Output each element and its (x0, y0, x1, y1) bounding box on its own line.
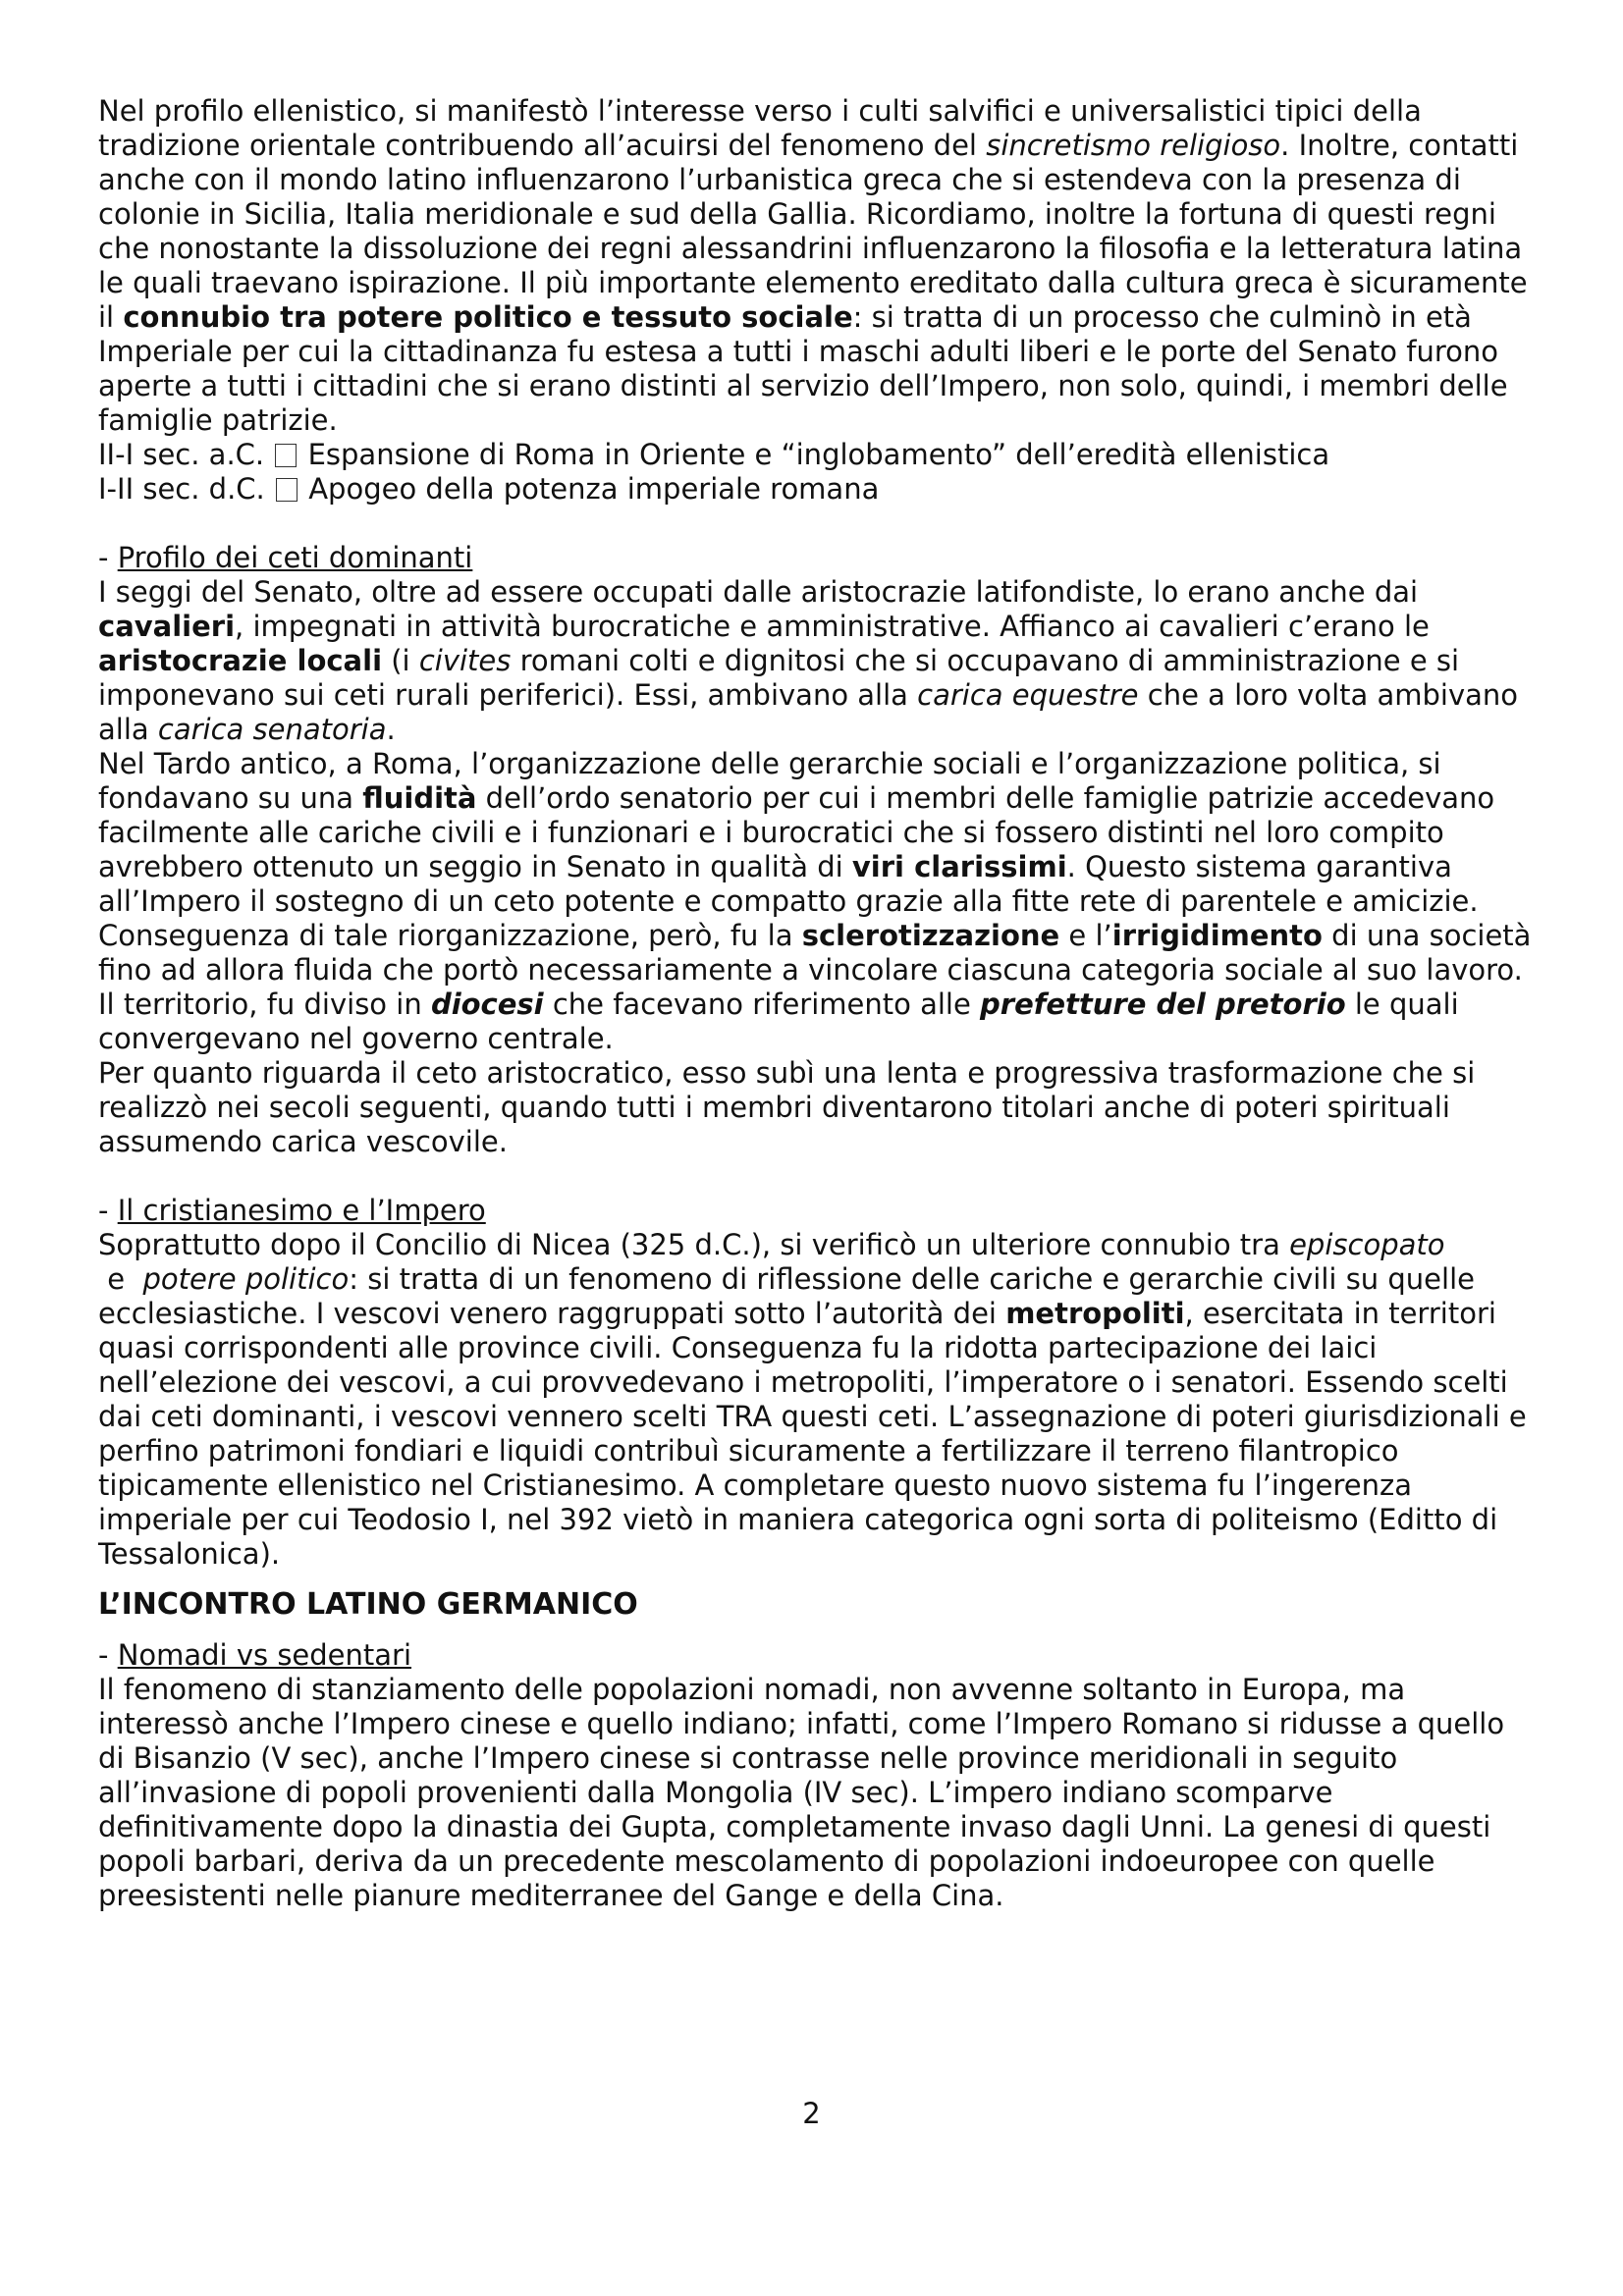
section-title: L’INCONTRO LATINO GERMANICO (98, 1587, 638, 1622)
timeline-line-2: I-II sec. d.C. Apogeo della potenza imperiale romana (98, 472, 880, 506)
ceti-paragraph-3: Il territorio, fu diviso in diocesi che facevano riferimento alle prefetture del pretorio le quali convergevano nel governo centrale. (98, 988, 1459, 1055)
arrow-glyph-icon (276, 478, 298, 502)
ceti-paragraph-4: Per quanto riguarda il ceto aristocratico, esso subì una lenta e progressiva trasformazione che si realizzò nei secoli seguenti, quando tutti i membri diventarono titolari anche di poteri spirituali assumendo carica vescovile. (98, 1056, 1476, 1158)
document-page (98, 94, 1532, 1913)
ceti-paragraph-2: Nel Tardo antico, a Roma, l’organizzazione delle gerarchie sociali e l’organizzazione politica, si fondavano su una fluidità dell’ordo senatorio per cui i membri delle famiglie patrizie accedevano facilmente alle cariche civili e i funzionari e i burocratici che si fossero distinti nel loro compito avrebbero ottenuto un seggio in Senato in qualità di viri clarissimi. Questo sistema garantiva all’Impero il sostegno di un ceto potente e compatto grazie alla fitte rete di parentele e amicizie. Conseguenza di tale riorganizzazione, però, fu la sclerotizzazione e l’irrigidimento di una società fino ad allora fluida che portò necessariamente a vincolare ciascuna categoria sociale al suo lavoro. (98, 747, 1532, 987)
nomadi-paragraph: Il fenomeno di stanziamento delle popolazioni nomadi, non avvenne soltanto in Europa, ma interessò anche l’Impero cinese e quello indiano; infatti, come l’Impero Romano si ridusse a quello di Bisanzio (V sec), anche l’Impero cinese si contrasse nelle province meridionali in seguito all’invasione di popoli provenienti dalla Mongolia (IV sec). L’impero indiano scomparve definitivamente dopo la dinastia dei Gupta, completamente invaso dagli Unni. La genesi di questi popoli barbari, deriva da un precedente mescolamento di popolazioni indoeuropee con quelle preesistenti nelle pianure mediterranee del Gange e della Cina. (98, 1673, 1505, 1912)
timeline-line-1: II-I sec. a.C. Espansione di Roma in Oriente e “inglobamento” dell’eredità ellenistica (98, 438, 1330, 471)
subheading-nomadi: - Nomadi vs sedentari (98, 1638, 412, 1672)
page-number: 2 (802, 2097, 821, 2130)
intro-paragraph: Nel profilo ellenistico, si manifestò l’interesse verso i culti salvifici e universalistici tipici della tradizione orientale contribuendo all’acuirsi del fenomeno del sincretismo religioso. Inoltre, contatti anche con il mondo latino influenzarono l’urbanistica greca che si estendeva con la presenza di colonie in Sicilia, Italia meridionale e sud della Gallia. Ricordiamo, inoltre la fortuna di questi regni che nonostante la dissoluzione dei regni alessandrini influenzarono la filosofia e la letteratura latina le quali traevano ispirazione. Il più importante elemento ereditato dalla cultura greca è sicuramente il connubio tra potere politico e tessuto sociale: si tratta di un processo che culminò in età Imperiale per cui la cittadinanza fu estesa a tutti i maschi adulti liberi e le porte del Senato furono aperte a tutti i cittadini che si erano distinti al servizio dell’Impero, non solo, quindi, i membri delle famiglie patrizie. (98, 94, 1528, 437)
ceti-paragraph-1: I seggi del Senato, oltre ad essere occupati dalle aristocrazie latifondiste, lo erano anche dai cavalieri, impegnati in attività burocratiche e amministrative. Affianco ai cavalieri c’erano le aristocrazie locali (i civites romani colti e dignitosi che si occupavano di amministrazione e si imponevano sui ceti rurali periferici). Essi, ambivano alla carica equestre che a loro volta ambivano alla carica senatoria. (98, 575, 1519, 746)
subheading-ceti: - Profilo dei ceti dominanti (98, 541, 473, 574)
arrow-glyph-icon (275, 444, 297, 467)
cristianesimo-paragraph: Soprattutto dopo il Concilio di Nicea (325 d.C.), si verificò un ulteriore connubio tra episcopato e potere politico: si tratta di un fenomeno di riflessione delle cariche e gerarchie civili su quelle ecclesiastiche. I vescovi venero raggruppati sotto l’autorità dei metropoliti, esercitata in territori quasi corrispondenti alle province civili. Conseguenza fu la ridotta partecipazione dei laici nell’elezione dei vescovi, a cui provvedevano i metropoliti, l’imperatore o i senatori. Essendo scelti dai ceti dominanti, i vescovi vennero scelti TRA questi ceti. L’assegnazione di poteri giurisdizionali e perfino patrimoni fondiari e liquidi contribuì sicuramente a fertilizzare il terreno filantropico tipicamente ellenistico nel Cristianesimo. A completare questo nuovo sistema fu l’ingerenza imperiale per cui Teodosio I, nel 392 vietò in maniera categorica ogni sorta di politeismo (Editto di Tessalonica). (98, 1228, 1527, 1571)
subheading-cristianesimo: - Il cristianesimo e l’Impero (98, 1194, 486, 1227)
